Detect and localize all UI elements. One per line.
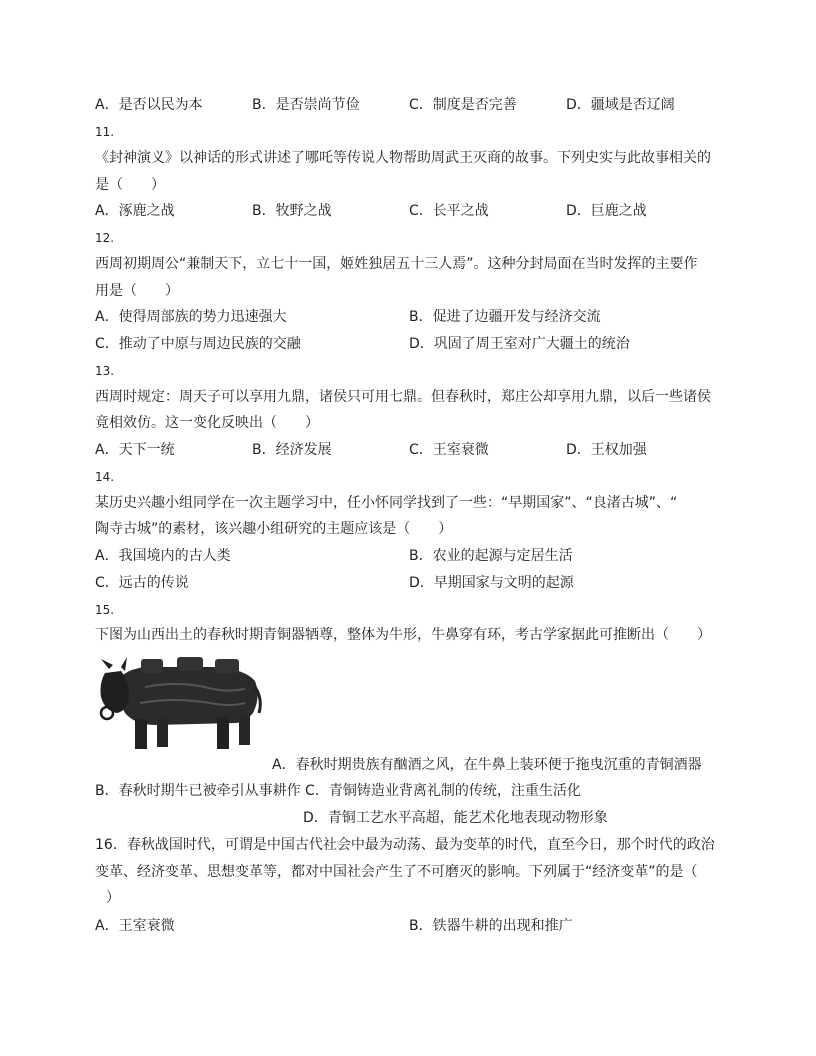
q12-option-d: D．巩固了周王室对广大疆土的统治 bbox=[409, 336, 630, 352]
q12-option-a: A．使得周部族的势力迅速强大 bbox=[95, 309, 287, 325]
q14-option-c: C．远古的传说 bbox=[95, 575, 189, 591]
q15-stem-line1: 下图为山西出土的春秋时期青铜器牺尊，整体为牛形，牛鼻穿有环，考古学家据此可推断出（ ） bbox=[95, 627, 711, 643]
q13-option-a: A．天下一统 bbox=[95, 442, 175, 458]
q10-option-b: B．是否崇尚节俭 bbox=[252, 97, 360, 113]
q14-option-a: A．我国境内的古人类 bbox=[95, 548, 231, 564]
q11-number: 11. bbox=[95, 125, 115, 139]
q13-option-c: C．王室衰微 bbox=[409, 442, 489, 458]
q10-option-c: C．制度是否完善 bbox=[409, 97, 517, 113]
q11-option-a: A．涿鹿之战 bbox=[95, 203, 175, 219]
q11-stem-line2: 是（ ） bbox=[95, 177, 165, 193]
q16-stem-line3: ） bbox=[106, 890, 120, 906]
q14-stem-line1: 某历史兴趣小组同学在一次主题学习中，任小怀同学找到了一些：“早期国家”、“良渚古城”、“ bbox=[95, 495, 678, 511]
q12-option-b: B．促进了边疆开发与经济交流 bbox=[409, 309, 601, 325]
q11-option-d: D．巨鹿之战 bbox=[566, 203, 647, 219]
q15-option-d: D．青铜工艺水平高超，能艺术化地表现动物形象 bbox=[303, 810, 608, 826]
q12-stem-line1: 西周初期周公“兼制天下，立七十一国，姬姓独居五十三人焉”。这种分封局面在当时发挥的主要作 bbox=[95, 256, 698, 272]
q13-stem-line1: 西周时规定：周天子可以享用九鼎，诸侯只可用七鼎。但春秋时，郑庄公却享用九鼎，以后一些诸侯 bbox=[95, 389, 711, 405]
q14-stem-line2: 陶寺古城”的素材，该兴趣小组研究的主题应该是（ ） bbox=[95, 521, 453, 537]
q11-stem-line1: 《封神演义》以神话的形式讲述了哪吒等传说人物帮助周武王灭商的故事。下列史实与此故事相关的 bbox=[95, 150, 711, 166]
q12-option-c: C．推动了中原与周边民族的交融 bbox=[95, 336, 301, 352]
q16-option-b: B．铁器牛耕的出现和推广 bbox=[409, 918, 573, 934]
q10-option-a: A．是否以民为本 bbox=[95, 97, 203, 113]
q12-number: 12. bbox=[95, 231, 115, 245]
q15-option-bc: B．春秋时期牛已被牵引从事耕作 C．青铜铸造业背离礼制的传统，注重生活化 bbox=[95, 783, 581, 799]
q11-option-c: C．长平之战 bbox=[409, 203, 489, 219]
q15-option-a: A．春秋时期贵族有酗酒之风，在牛鼻上装环便于拖曳沉重的青铜酒器 bbox=[272, 757, 702, 773]
q16-option-a: A．王室衰微 bbox=[95, 918, 175, 934]
q13-number: 13. bbox=[95, 364, 115, 378]
q15-number: 15. bbox=[95, 603, 115, 617]
q11-option-b: B．牧野之战 bbox=[252, 203, 332, 219]
q13-stem-line2: 竟相效仿。这一变化反映出（ ） bbox=[95, 415, 319, 431]
q16-stem-line2: 变革、经济变革、思想变革等，都对中国社会产生了不可磨灭的影响。下列属于“经济变革”的是（ bbox=[95, 864, 698, 880]
q14-option-d: D．早期国家与文明的起源 bbox=[409, 575, 574, 591]
q12-stem-line2: 用是（ ） bbox=[95, 283, 179, 299]
q14-number: 14. bbox=[95, 470, 115, 484]
q16-stem-line1: 16．春秋战国时代，可谓是中国古代社会中最为动荡、最为变革的时代，直至今日，那个时代的政治 bbox=[95, 837, 715, 853]
q14-option-b: B．农业的起源与定居生活 bbox=[409, 548, 573, 564]
bronze-ox-vessel-image bbox=[95, 653, 265, 758]
q13-option-d: D．王权加强 bbox=[566, 442, 647, 458]
q10-option-d: D．疆域是否辽阔 bbox=[566, 97, 675, 113]
q13-option-b: B．经济发展 bbox=[252, 442, 332, 458]
